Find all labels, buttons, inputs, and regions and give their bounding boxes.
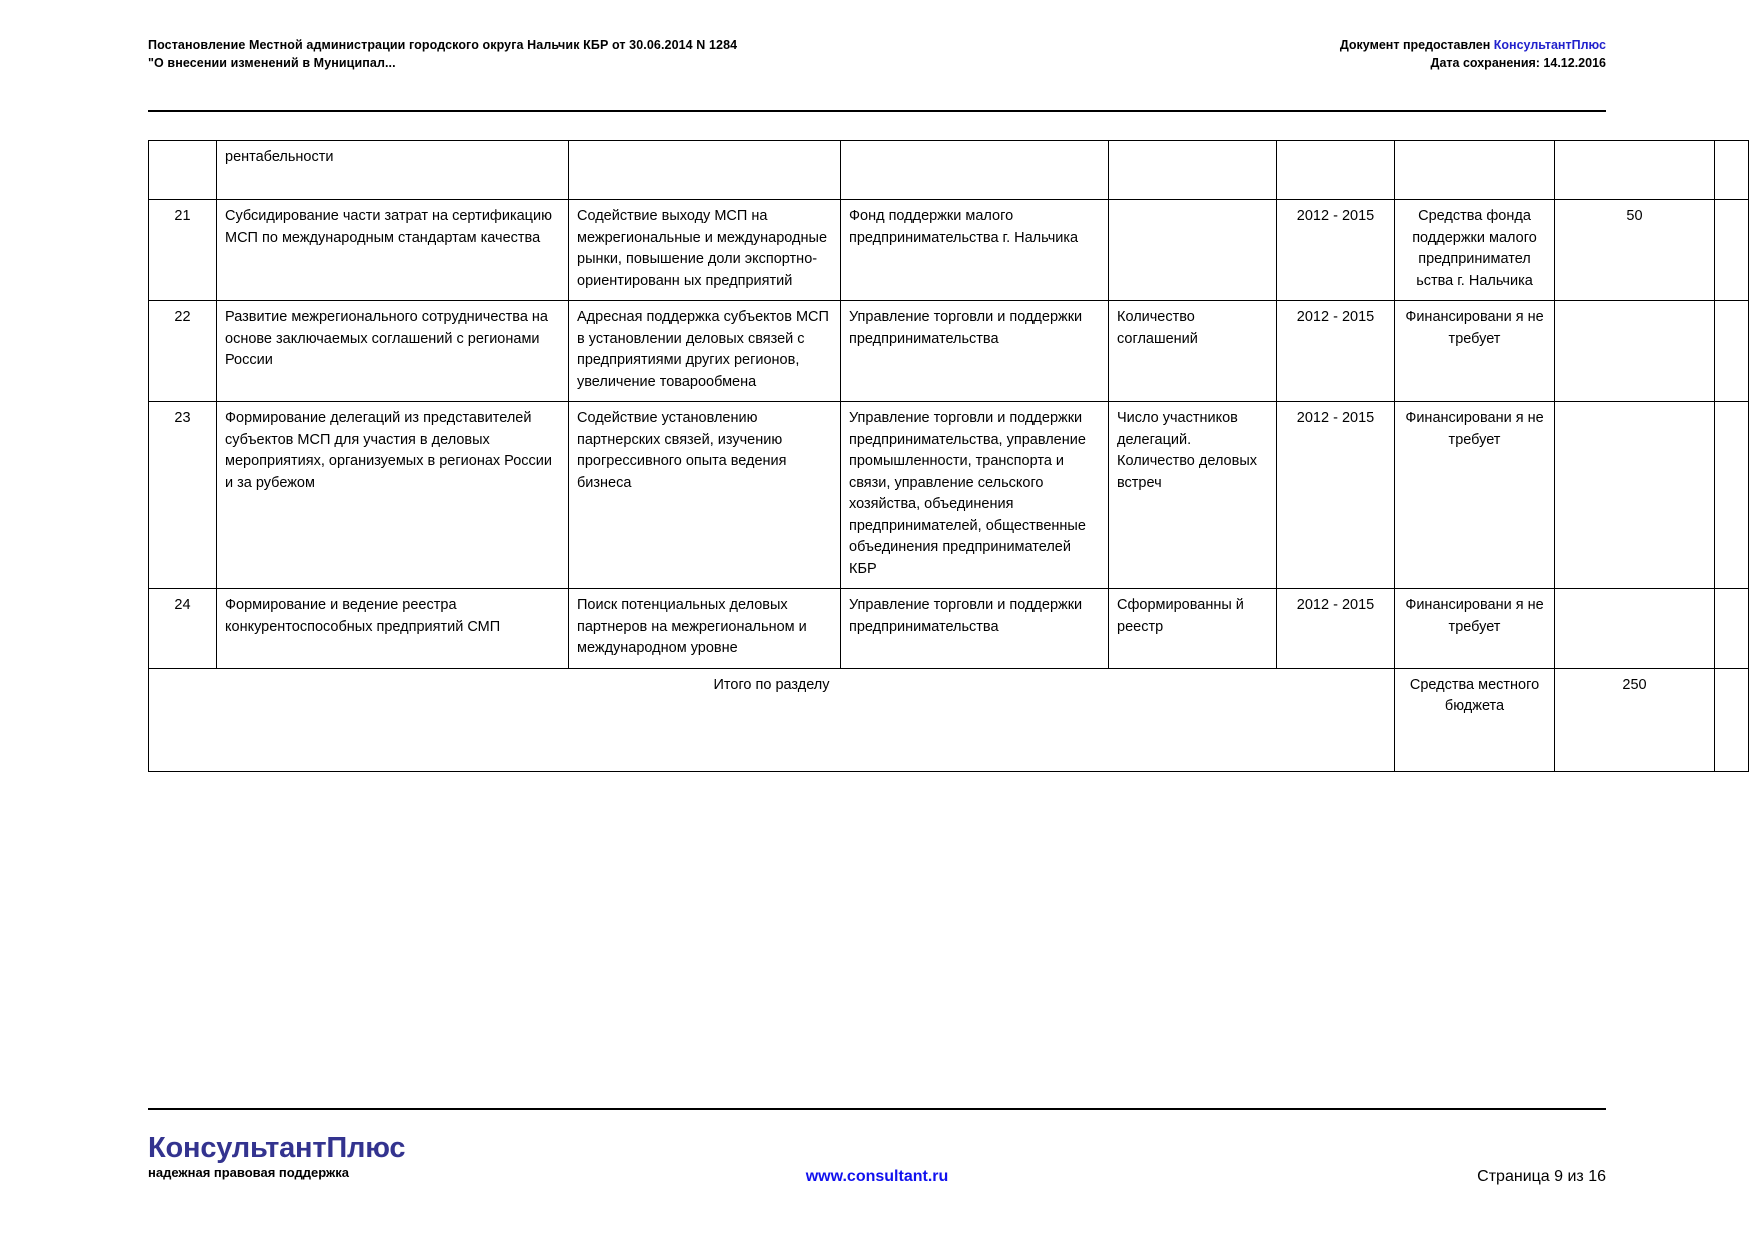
measures-table — [148, 140, 1749, 772]
cell-funding-source: Финансировани я не требует — [1395, 589, 1555, 669]
footer-brand-name: КонсультантПлюс — [148, 1132, 406, 1164]
cell-measure-name: рентабельности — [217, 141, 569, 200]
cell-number: 23 — [149, 402, 217, 589]
cell-goal — [569, 141, 841, 200]
cell-executor: Управление торговли и поддержки предпринимательства — [841, 589, 1109, 669]
footer-brand-tagline: надежная правовая поддержка — [148, 1165, 349, 1180]
cell-tail — [1715, 589, 1749, 669]
cell-tail — [1715, 301, 1749, 402]
cell-executor: Управление торговли и поддержки предпринимательства — [841, 301, 1109, 402]
cell-indicator: Число участников делегаций. Количество деловых встреч — [1109, 402, 1277, 589]
cell-executor — [841, 141, 1109, 200]
total-label: Итого по разделу — [149, 668, 1395, 771]
cell-amount — [1555, 402, 1715, 589]
document-title-line-2: "О внесении изменений в Муниципал... — [148, 56, 396, 70]
cell-term: 2012 - 2015 — [1277, 589, 1395, 669]
cell-amount — [1555, 589, 1715, 669]
cell-tail — [1715, 200, 1749, 301]
cell-executor: Управление торговли и поддержки предпринимательства, управление промышленности, транспорта и связи, управление сельского хозяйства, объединения предпринимателей, общественные объединения предпринимателей КБР — [841, 402, 1109, 589]
document-title-line-1: Постановление Местной администрации городского округа Нальчик КБР от 30.06.2014 N 1284 — [148, 38, 738, 52]
footer-divider — [148, 1108, 1606, 1110]
footer-brand — [148, 1132, 405, 1181]
table-row — [149, 402, 1749, 589]
cell-measure-name: Формирование делегаций из представителей субъектов МСП для участия в деловых мероприятиях, организуемых в регионах России и за рубежом — [217, 402, 569, 589]
table-row — [149, 141, 1749, 200]
total-amount: 250 — [1555, 668, 1715, 771]
cell-term: 2012 - 2015 — [1277, 402, 1395, 589]
cell-goal: Адресная поддержка субъектов МСП в установлении деловых связей с предприятиями других регионов, увеличение товарообмена — [569, 301, 841, 402]
cell-term — [1277, 141, 1395, 200]
cell-tail — [1715, 141, 1749, 200]
cell-number: 24 — [149, 589, 217, 669]
document-footer — [148, 1132, 1606, 1212]
provided-by-label: Документ предоставлен — [1339, 38, 1494, 52]
cell-funding-source — [1395, 141, 1555, 200]
cell-number: 21 — [149, 200, 217, 301]
measures-table-container — [148, 140, 1748, 772]
cell-amount — [1555, 301, 1715, 402]
cell-funding-source: Финансировани я не требует — [1395, 402, 1555, 589]
cell-measure-name: Субсидирование части затрат на сертификацию МСП по международным стандартам качества — [217, 200, 569, 301]
cell-indicator — [1109, 141, 1277, 200]
table-row — [149, 589, 1749, 669]
cell-term: 2012 - 2015 — [1277, 200, 1395, 301]
header-divider — [148, 110, 1606, 112]
saved-date: Дата сохранения: 14.12.2016 — [1430, 56, 1606, 70]
consultant-plus-link[interactable]: КонсультантПлюс — [1493, 38, 1606, 52]
cell-goal: Содействие выходу МСП на межрегиональные и международные рынки, повышение доли экспортно-ориентированн ых предприятий — [569, 200, 841, 301]
cell-amount: 50 — [1555, 200, 1715, 301]
cell-number — [149, 141, 217, 200]
document-header — [148, 36, 1606, 88]
total-funding-source: Средства местного бюджета — [1395, 668, 1555, 771]
cell-funding-source: Средства фонда поддержки малого предпринимател ьства г. Нальчика — [1395, 200, 1555, 301]
footer-page-number: Страница 9 из 16 — [1477, 1168, 1606, 1185]
total-tail — [1715, 668, 1749, 771]
cell-measure-name: Развитие межрегионального сотрудничества на основе заключаемых соглашений с регионами России — [217, 301, 569, 402]
cell-indicator: Сформированны й реестр — [1109, 589, 1277, 669]
provided-by-line — [1340, 36, 1606, 54]
cell-amount — [1555, 141, 1715, 200]
cell-executor: Фонд поддержки малого предпринимательства г. Нальчика — [841, 200, 1109, 301]
cell-term: 2012 - 2015 — [1277, 301, 1395, 402]
cell-tail — [1715, 402, 1749, 589]
document-source-block — [1340, 36, 1606, 72]
cell-number: 22 — [149, 301, 217, 402]
table-row — [149, 301, 1749, 402]
cell-measure-name: Формирование и ведение реестра конкурентоспособных предприятий СМП — [217, 589, 569, 669]
cell-funding-source: Финансировани я не требует — [1395, 301, 1555, 402]
table-total-row — [149, 668, 1749, 771]
footer-website-link[interactable]: www.consultant.ru — [805, 1168, 949, 1185]
cell-goal: Поиск потенциальных деловых партнеров на межрегиональном и международном уровне — [569, 589, 841, 669]
table-row — [149, 200, 1749, 301]
document-title-block — [148, 36, 737, 72]
cell-indicator — [1109, 200, 1277, 301]
cell-goal: Содействие установлению партнерских связей, изучению прогрессивного опыта ведения бизнеса — [569, 402, 841, 589]
cell-indicator: Количество соглашений — [1109, 301, 1277, 402]
